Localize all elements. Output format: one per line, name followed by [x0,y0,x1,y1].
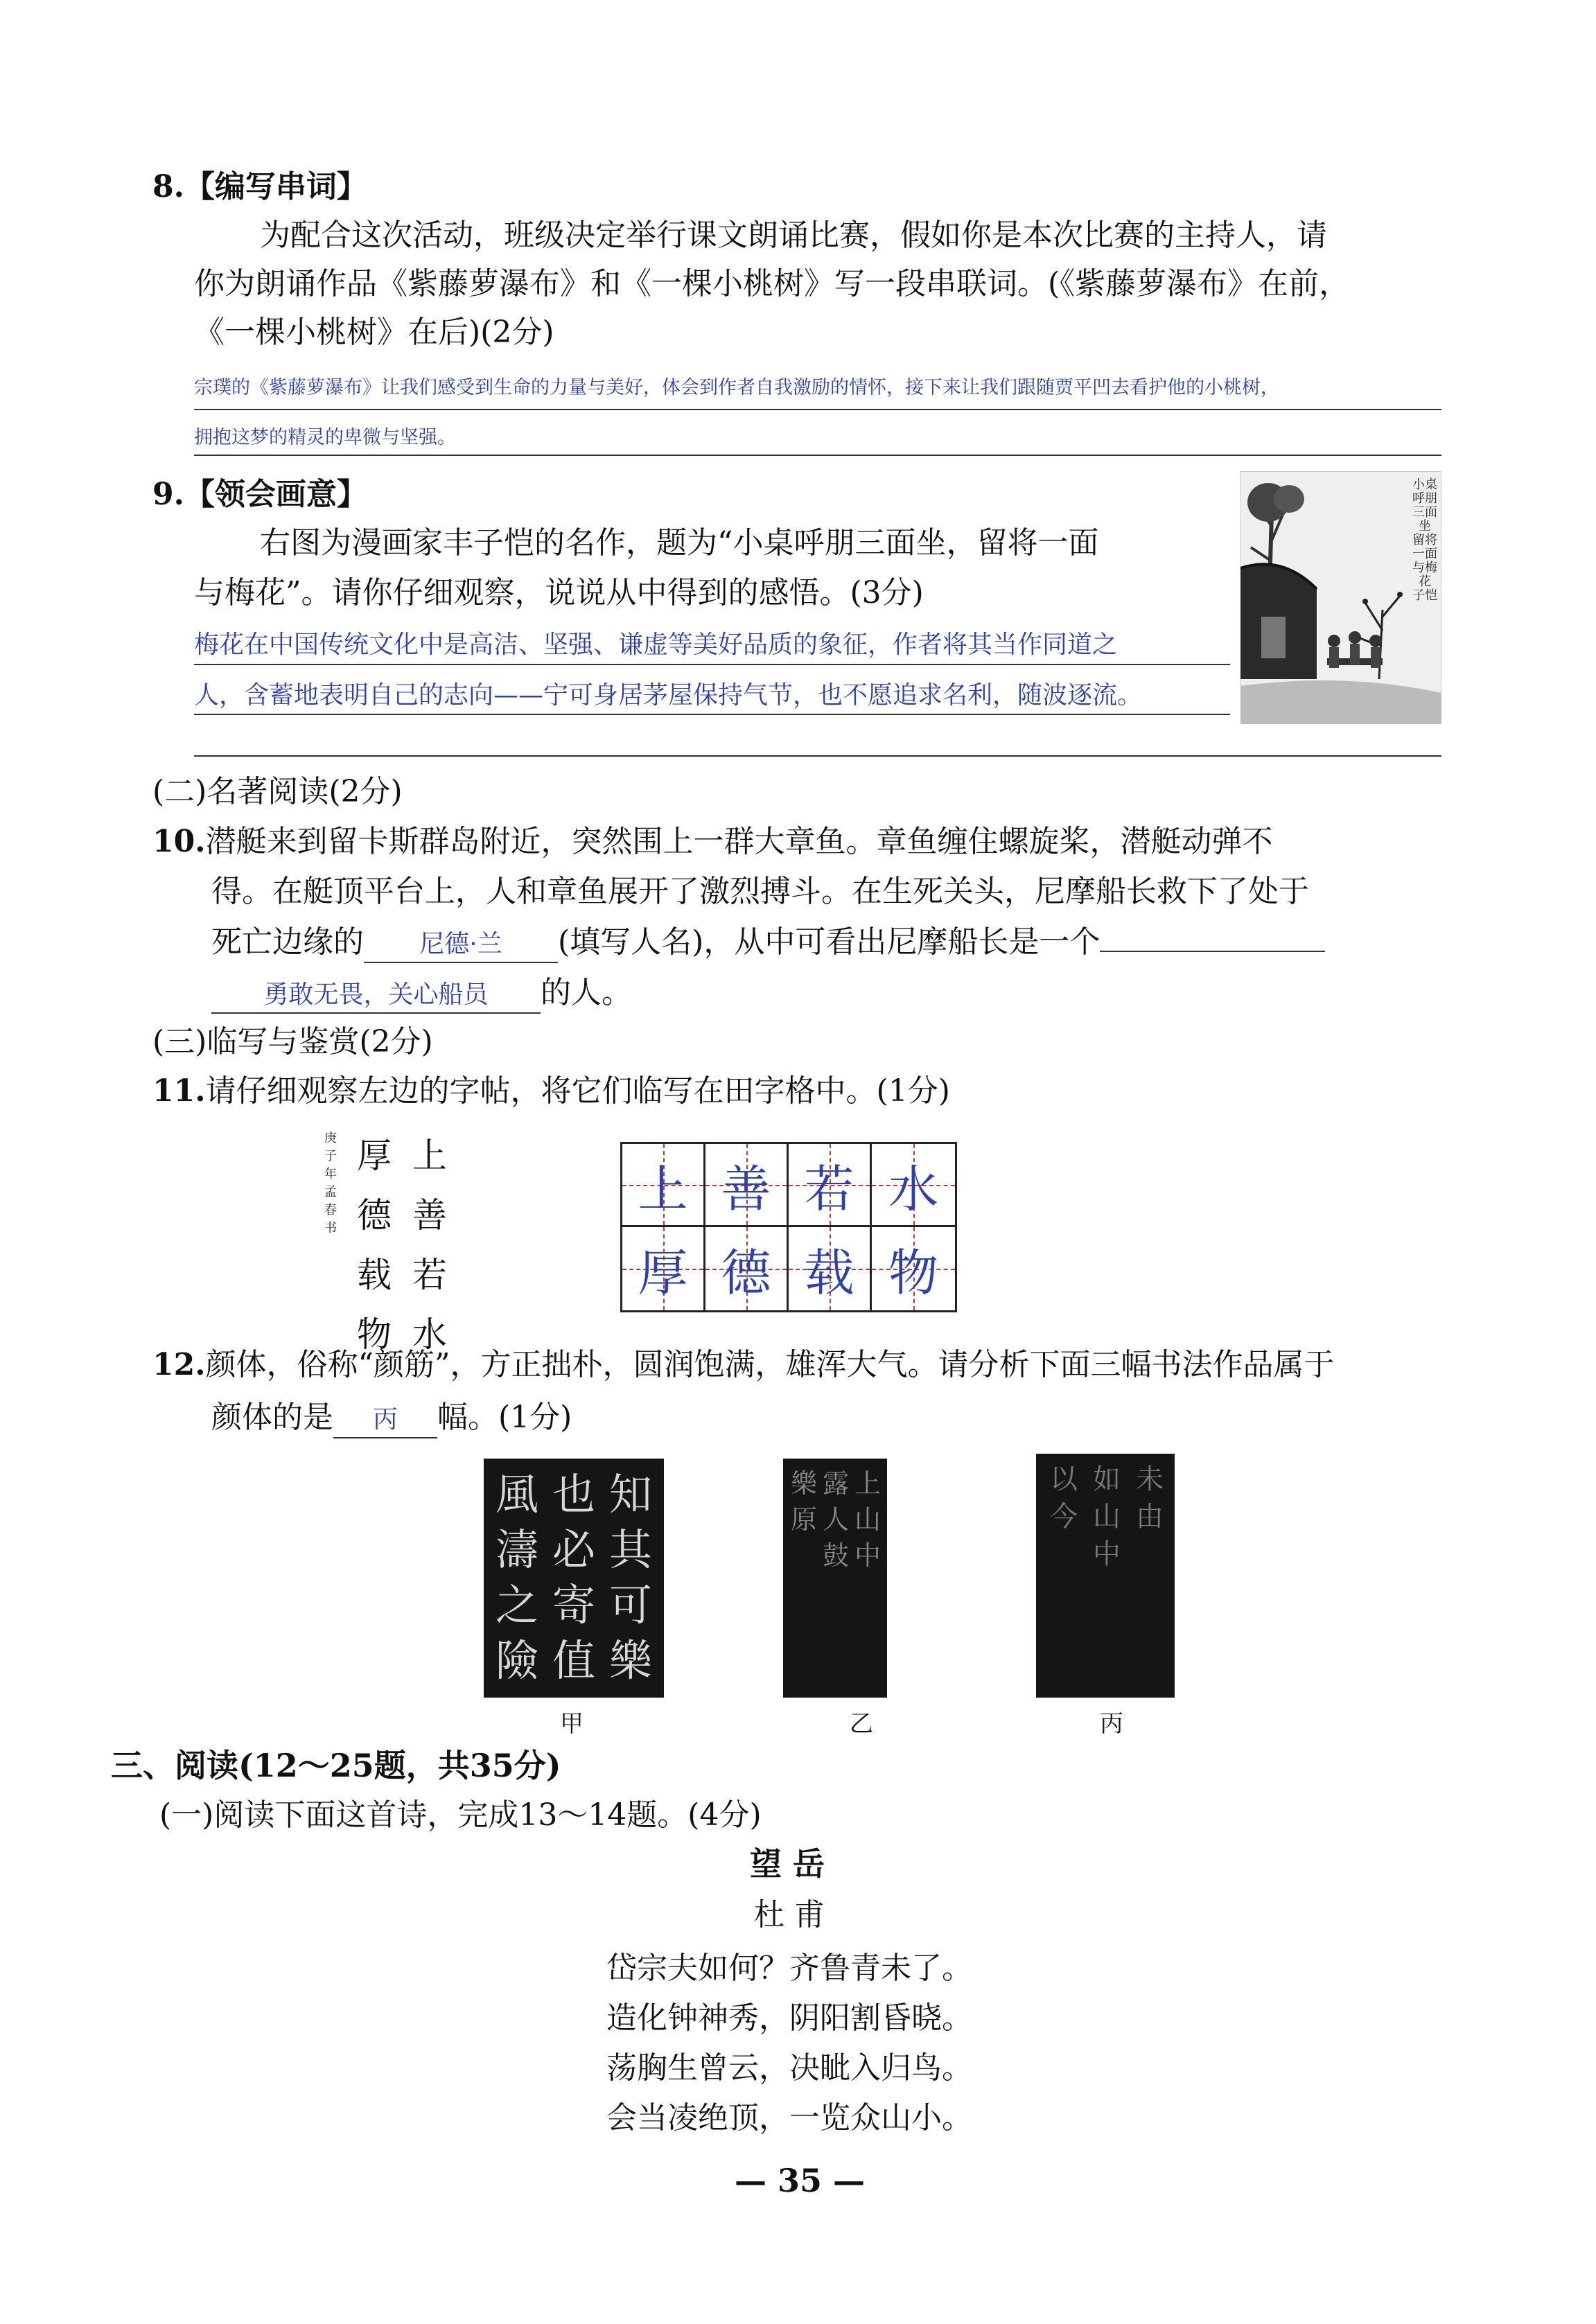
grid-char: 善 [721,1159,771,1218]
q9-answer-line2: 人，含蓄地表明自己的志向——宁可身居茅屋保持气节，也不愿追求名利，随波逐流。 [194,681,1143,710]
q9-answer-rule3 [194,755,1441,757]
grid-cell[interactable] [789,1227,872,1310]
poem-line-4: 会当凌绝顶，一览众山小。 [606,2100,972,2136]
poem-author: 杜 甫 [754,1897,825,1933]
q12-blank-answer: 丙 [372,1405,398,1434]
q9-line2: 与梅花”。请你仔细观察，说说从中得到的感悟。(3分) [194,575,924,610]
poem-line-3: 荡胸生曾云，决眦入归鸟。 [606,2050,972,2086]
label-yi: 乙 [850,1710,873,1738]
q8-answer-line1: 宗璞的《紫藤萝瀑布》让我们感受到生命的力量与美好，体会到作者自我激励的情怀，接下来让我们跟随贾平凹去看护他的小桃树， [194,377,1279,398]
grid-char: 德 [721,1244,771,1302]
q10-blank2[interactable] [211,976,541,1014]
painting-inscription: 小桌呼朋三面坐 留将一面与梅花 子恺 [1412,477,1437,603]
calligraphy-work-yi [783,1459,887,1698]
q8-heading [152,166,367,208]
q12-blank[interactable] [333,1400,437,1438]
yi-column-3: 樂原 [790,1468,817,1535]
q10-blank2-end[interactable] [1100,951,1325,952]
grid-char: 物 [888,1244,938,1302]
q8-answer-line2: 拥抱这梦的精灵的卑微与坚强。 [194,427,456,448]
q10-line3 [211,922,1325,963]
calligraphy-work-bing [1036,1454,1175,1698]
grid-char: 水 [888,1159,938,1218]
copybook-side-inscription: 庚子年孟春 书 [324,1131,337,1235]
q10-line4-b: 的人。 [541,975,632,1010]
q9-line1: 右图为漫画家丰子恺的名作，题为“小桌呼朋三面坐，留将一面 [260,525,1099,561]
poem-section-title: (一)阅读下面这首诗，完成13～14题。(4分) [159,1797,762,1833]
q9-heading [152,474,367,516]
q10-text1: 潜艇来到留卡斯群岛附近，突然围上一群大章鱼。章鱼缠住螺旋桨，潜艇动弹不 [205,824,1273,859]
q11-number: 11. [152,1073,206,1109]
poem-line-2: 造化钟神秀，阴阳割昏晓。 [606,2000,972,2036]
q8-line3: 《一棵小桃树》在后)(2分) [194,315,554,350]
poem-title: 望 岳 [750,1845,825,1883]
painting-svg [1240,471,1441,724]
q8-answer-rule2 [194,455,1441,456]
part3-title: 三、阅读(12～25题，共35分) [111,1747,561,1784]
q10-blank1[interactable] [364,925,558,963]
grid-char: 若 [804,1159,854,1218]
grid-cell[interactable] [622,1144,705,1227]
section2-title: (二)名著阅读(2分) [152,774,403,809]
grid-cell[interactable] [872,1144,955,1227]
q9-number: 9. [152,477,184,512]
grid-cell[interactable] [789,1144,872,1227]
q10-line1 [152,821,1273,863]
feng-zikai-painting [1240,471,1441,724]
bing-column-1: 未由 [1136,1463,1164,1533]
q8-tag: 【编写串词】 [184,169,367,204]
grid-char: 厚 [638,1244,688,1302]
q10-blank1-answer: 尼德·兰 [419,930,502,958]
copybook-column-2: 厚德载物 [357,1136,392,1355]
calligraphy-work-jia [484,1459,664,1698]
grid-cell[interactable] [872,1227,955,1310]
q8-line2: 你为朗诵作品《紫藤萝瀑布》和《一棵小桃树》写一段串联词。(《紫藤萝瀑布》在前， [194,266,1350,301]
section3-title: (三)临写与鉴赏(2分) [152,1024,433,1059]
q12-line2 [211,1397,572,1438]
poem-line-1: 岱宗夫如何？齐鲁青未了。 [606,1951,972,1986]
grid-cell[interactable] [622,1227,705,1310]
q10-number: 10. [152,824,206,859]
q11-text: 请仔细观察左边的字帖，将它们临写在田字格中。(1分) [205,1073,950,1109]
bing-column-2: 如山中 [1093,1463,1121,1570]
q12-number: 12. [152,1347,206,1382]
q8-number: 8. [152,169,184,204]
q12-line2-a: 颜体的是 [211,1400,333,1435]
jia-column-1: 知其可樂 [608,1469,652,1686]
q10-line4 [211,972,632,1014]
page-number: — 35 — [735,2162,866,2199]
q10-line3-a: 死亡边缘的 [211,924,364,960]
q9-answer-rule2 [194,714,1230,715]
q9-answer-rule1 [194,664,1230,665]
q11-line [152,1071,950,1112]
bing-column-3: 以今 [1050,1463,1078,1533]
yi-column-2: 露人鼓 [822,1468,849,1571]
q12-line1 [152,1344,1335,1386]
jia-column-2: 也必寄值 [552,1469,595,1686]
grid-char: 上 [638,1159,688,1218]
q8-answer-rule1 [194,409,1441,410]
label-jia: 甲 [560,1710,584,1738]
q10-blank2-answer: 勇敢无畏，关心船员 [263,980,489,1009]
q8-line1: 为配合这次活动，班级决定举行课文朗诵比赛，假如你是本次比赛的主持人，请 [260,218,1327,253]
copybook-column-1: 上善若水 [412,1136,447,1355]
yi-column-1: 上山中 [854,1468,881,1571]
tianzige-grid[interactable] [620,1142,957,1312]
q12-text1: 颜体，俗称“颜筋”，方正拙朴，圆润饱满，雄浑大气。请分析下面三幅书法作品属于 [205,1347,1335,1382]
q10-line2: 得。在艇顶平台上，人和章鱼展开了激烈搏斗。在生死关头，尼摩船长救下了处于 [211,874,1309,909]
q12-line2-b: 幅。(1分) [437,1400,572,1435]
grid-cell[interactable] [705,1227,789,1310]
jia-column-3: 風濤之險 [495,1469,538,1686]
grid-char: 载 [804,1244,854,1302]
q10-line3-b: (填写人名)，从中可看出尼摩船长是一个 [558,924,1100,960]
grid-cell[interactable] [705,1144,789,1227]
q9-answer-line1: 梅花在中国传统文化中是高洁、坚强、谦虚等美好品质的象征，作者将其当作同道之 [194,631,1118,659]
q9-tag: 【领会画意】 [184,477,367,512]
label-bing: 丙 [1100,1710,1123,1738]
